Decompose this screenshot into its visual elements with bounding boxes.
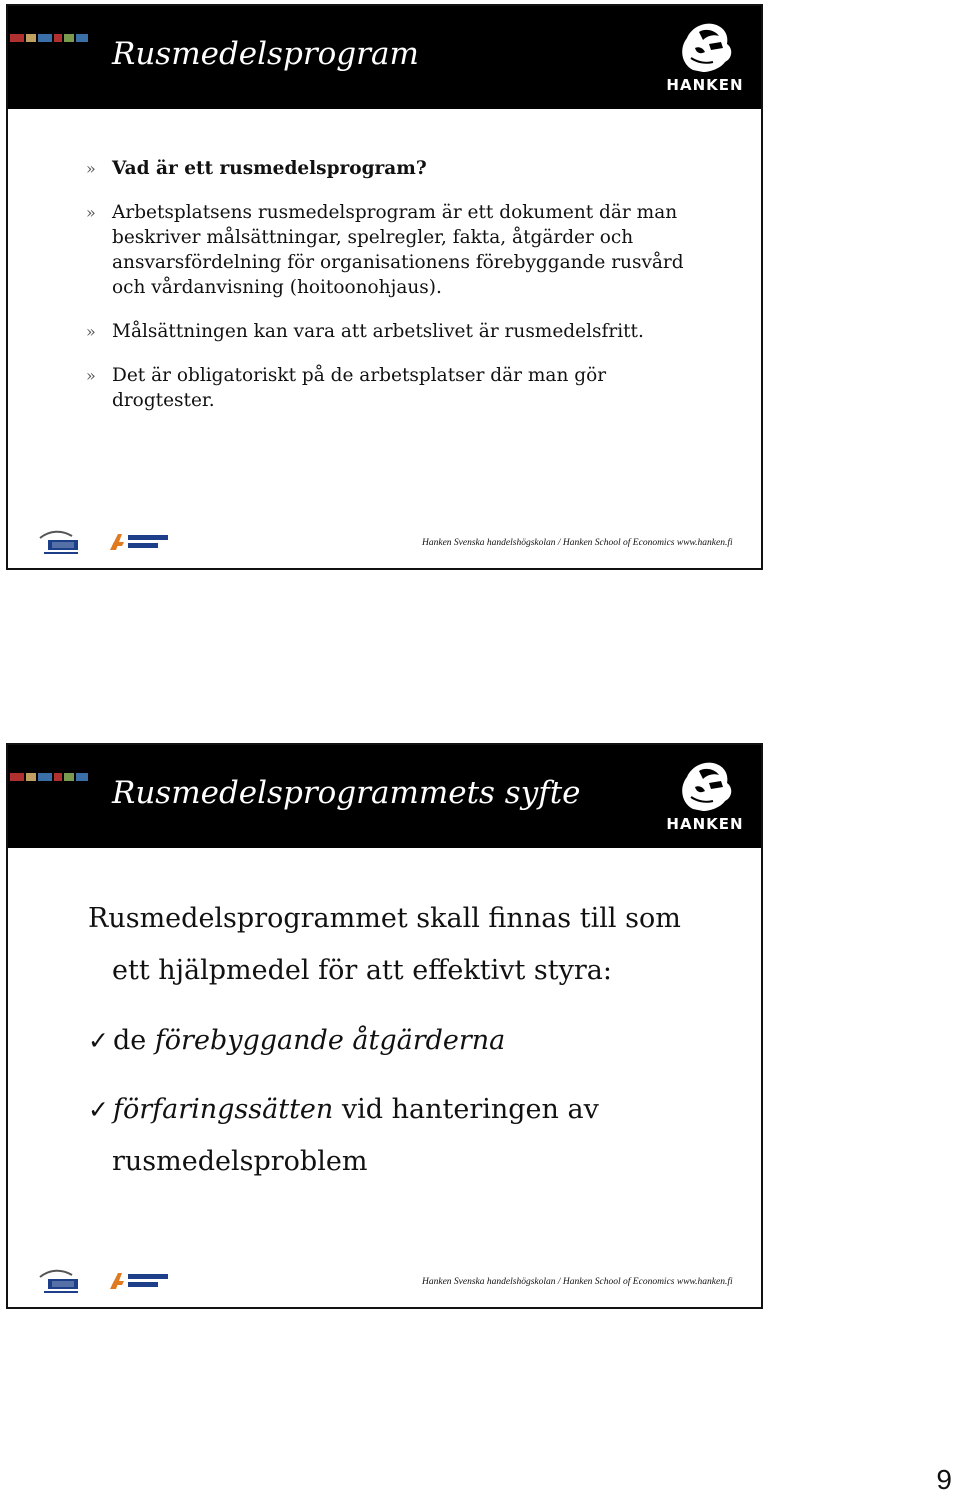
logo-wordmark: HANKEN: [666, 76, 744, 94]
amba-logo-icon: [108, 532, 172, 552]
bullet-item: [86, 156, 686, 181]
slide-header: [8, 6, 761, 109]
slide-2: [6, 743, 763, 1309]
slide-1: [6, 4, 763, 570]
check-item-continuation: rusmedelsproblem: [112, 1146, 368, 1177]
footer-text: Hanken Svenska handelshögskolan / Hanken School of Economics www.hanken.fi: [422, 538, 733, 548]
bullet-item: [86, 363, 686, 413]
bullet-marker: »: [86, 366, 96, 385]
check-item: [88, 1025, 505, 1056]
footer-text: Hanken Svenska handelshögskolan / Hanken School of Economics www.hanken.fi: [422, 1277, 733, 1287]
bullet-marker: »: [86, 159, 96, 178]
page-number: 9: [936, 1464, 952, 1495]
slide-header: [8, 745, 761, 848]
intro-line-2: ett hjälpmedel för att effektivt styra:: [112, 955, 612, 986]
amba-logo-icon: [108, 1271, 172, 1291]
bullet-text: Vad är ett rusmedelsprogram?: [112, 158, 427, 179]
logo-wordmark: HANKEN: [666, 815, 744, 833]
bullet-item: [86, 200, 686, 300]
check-item-italic: förebyggande åtgärderna: [154, 1025, 506, 1056]
equis-logo-icon: [38, 1267, 82, 1297]
minerva-head-icon: [663, 18, 747, 76]
slide-footer: [8, 524, 761, 564]
hanken-logo: [663, 757, 747, 837]
checkmark-icon: ✓: [88, 1095, 109, 1124]
bullet-text: Målsättningen kan vara att arbetslivet är rusmedelsfritt.: [112, 321, 644, 342]
color-stripe: [10, 34, 88, 42]
slide-footer: [8, 1263, 761, 1303]
bullet-text: Det är obligatoriskt på de arbetsplatser där man gör drogtester.: [112, 365, 607, 411]
bullet-text: Arbetsplatsens rusmedelsprogram är ett dokument där man beskriver målsättningar, spelregler, fakta, åtgärder och ansvarsfördelning för organisationens förebyggande rusvård och vårdanvisning (hoitoonohjaus).: [112, 202, 684, 298]
slide-title: Rusmedelsprogram: [112, 36, 419, 72]
checkmark-icon: ✓: [88, 1026, 109, 1055]
check-item-italic: förfaringssätten: [112, 1094, 334, 1125]
slide-title: Rusmedelsprogrammets syfte: [112, 775, 581, 811]
check-item-plain: vid hanteringen av: [333, 1094, 599, 1125]
bullet-item: [86, 319, 686, 344]
bullet-marker: »: [86, 322, 96, 341]
check-item: [88, 1094, 599, 1125]
slide-body: [86, 156, 686, 432]
hanken-logo: [663, 18, 747, 98]
intro-line-1: Rusmedelsprogrammet skall finnas till som: [88, 903, 681, 934]
bullet-marker: »: [86, 203, 96, 222]
equis-logo-icon: [38, 528, 82, 558]
color-stripe: [10, 773, 88, 781]
minerva-head-icon: [663, 757, 747, 815]
check-item-plain: de: [112, 1025, 155, 1056]
